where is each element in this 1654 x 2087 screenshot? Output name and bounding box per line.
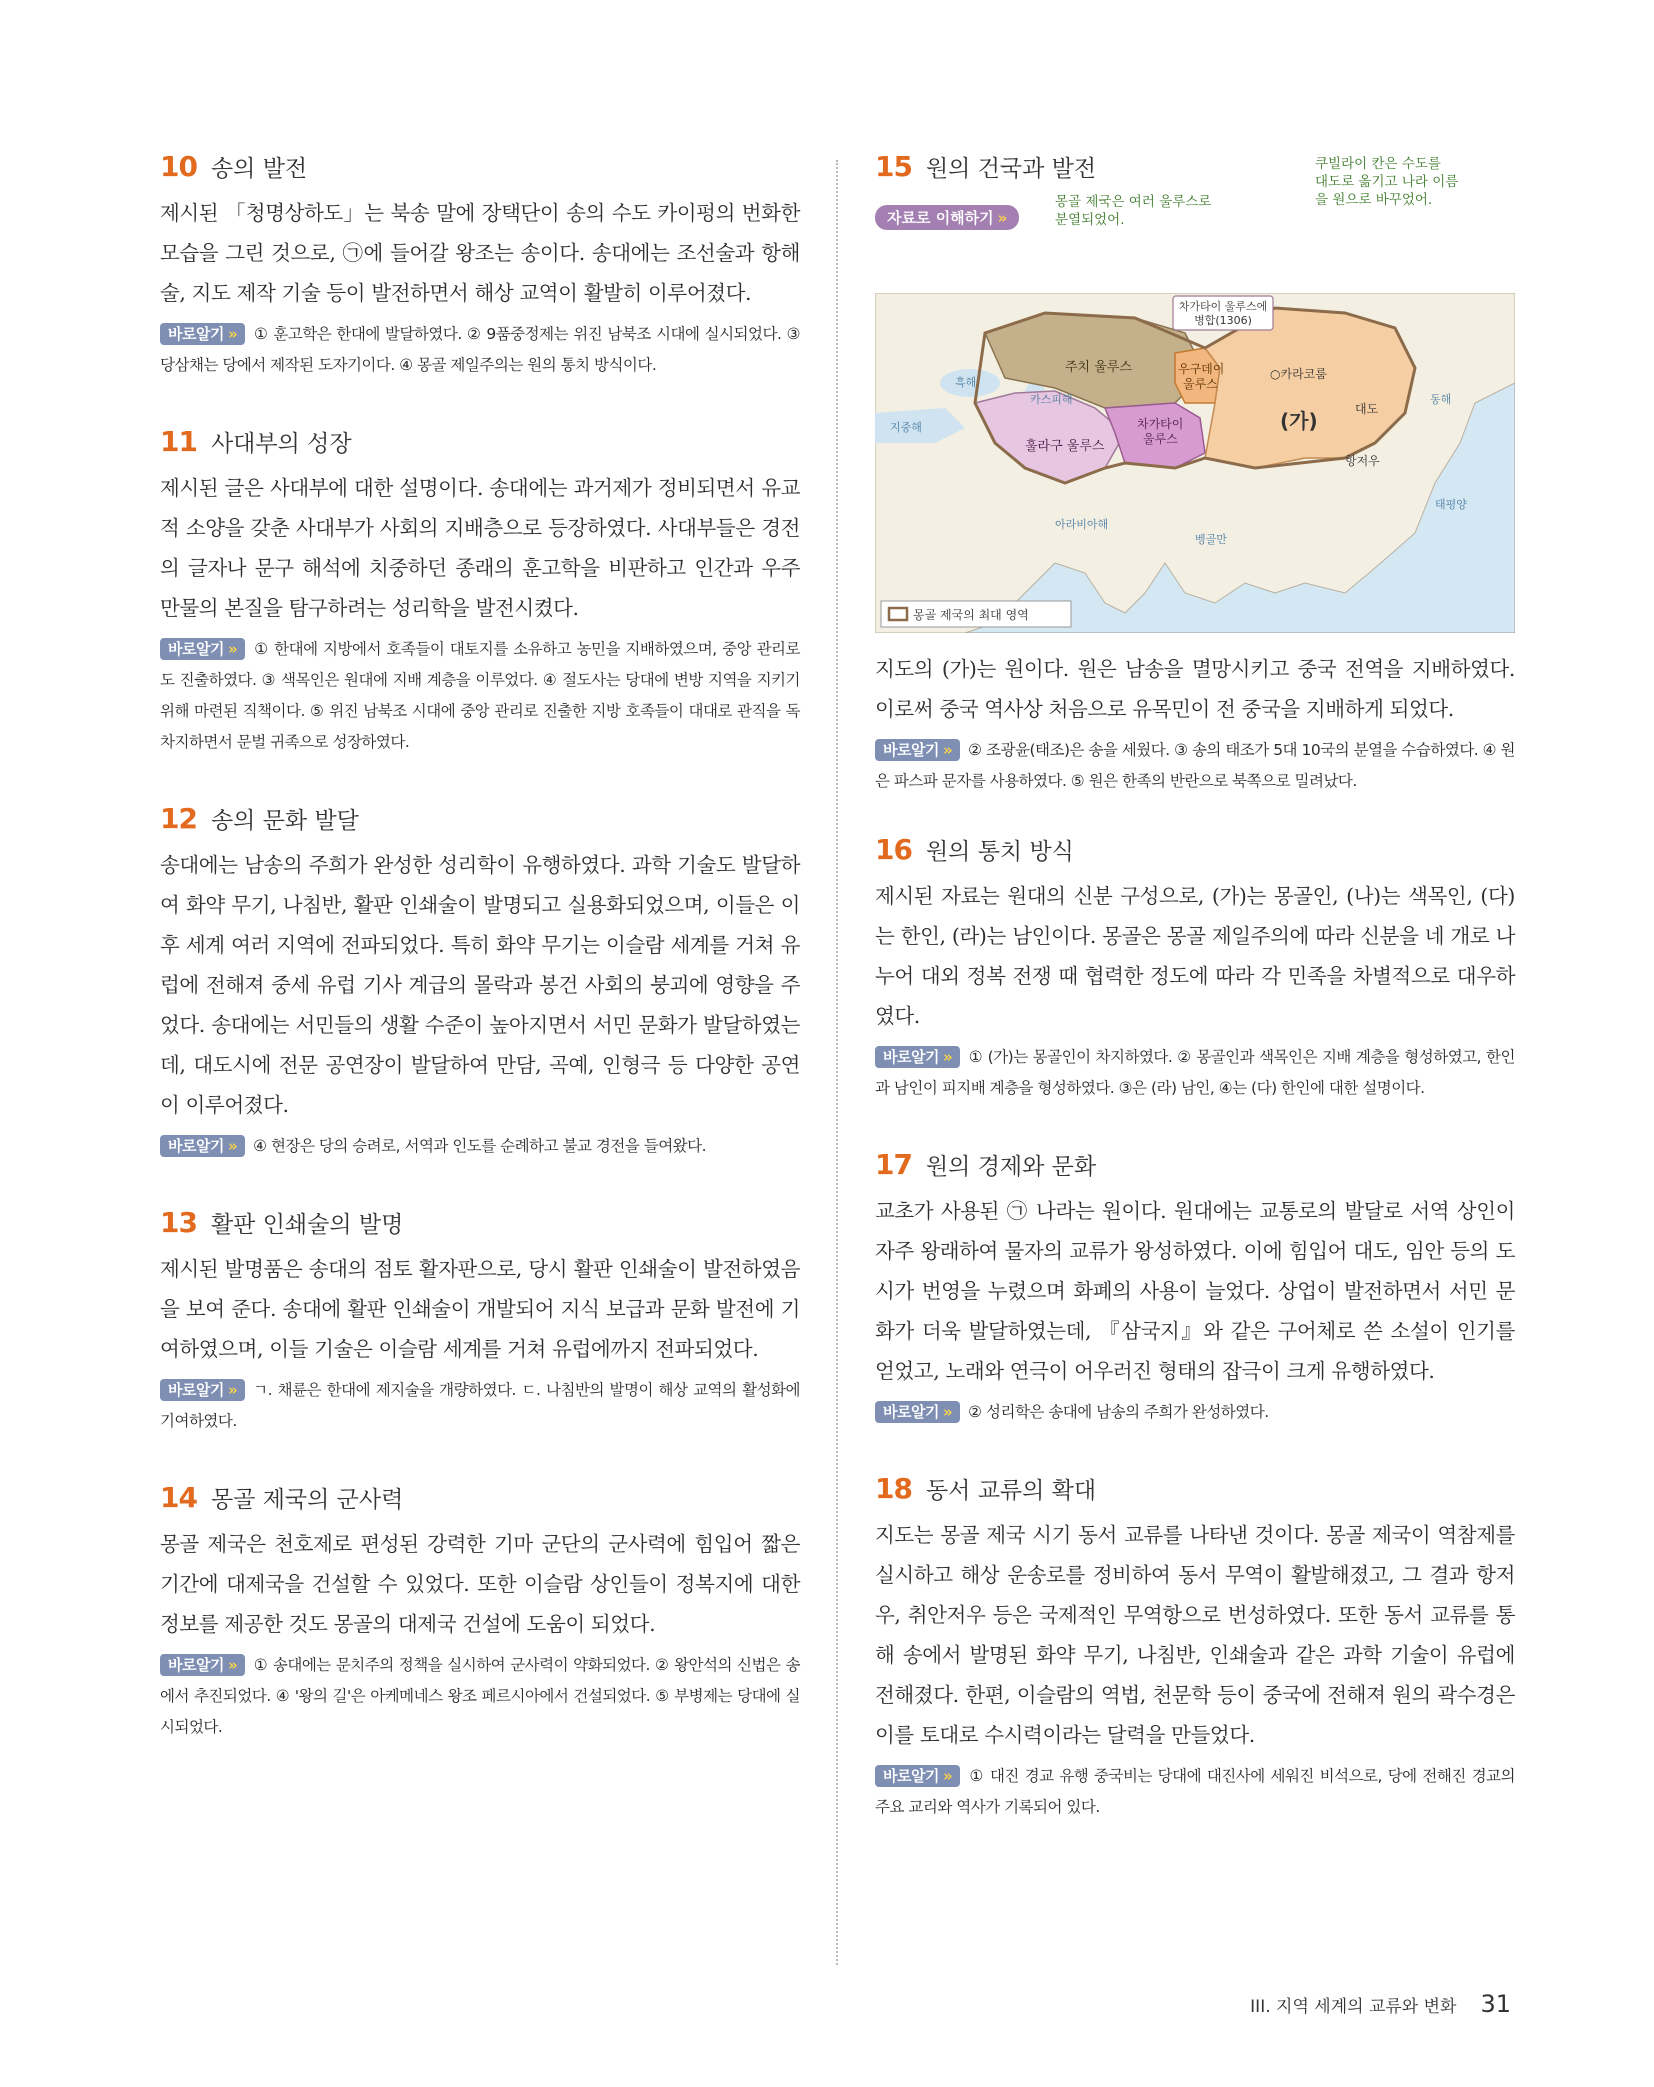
correction-badge: 바로알기 » [875, 1046, 960, 1068]
annex-label-2: 병합(1306) [1194, 314, 1252, 327]
correction-note: 바로알기 » ① 대진 경교 유행 중국비는 당대에 대진사에 세워진 비석으로, 당에 전해진 경교의 주요 교리와 역사가 기록되어 있다. [875, 1767, 1515, 1816]
label-karakorum: ○카라코룸 [1270, 367, 1327, 381]
double-chevron-icon: » [942, 1048, 953, 1066]
correction-note: 바로알기 » ① 한대에 지방에서 호족들이 대토지를 소유하고 농민을 지배하였으며, 중앙 관리로도 진출하였다. ③ 색목인은 원대에 지배 계층을 이루었다. ④ 절도사는 당대에 변방 지역을 지키기 위해 마련된 직책이다. ⑤ 위진 남북조 시대에 중앙 관리로 진출한 지방 호족들이 대대로 관직을 독차지하면서 문벌 귀족으로 성장하였다. [160, 640, 800, 751]
section-number: 18 [875, 1472, 912, 1505]
correction-note: 바로알기 » ㄱ. 채륜은 한대에 제지술을 개량하였다. ㄷ. 나침반의 발명이 해상 교역의 활성화에 기여하였다. [160, 1381, 800, 1430]
label-ogedei-1: 우구데이 [1178, 362, 1225, 376]
label-arabian-sea: 아라비아해 [1055, 518, 1109, 531]
section-body: 제시된 자료는 원대의 신분 구성으로, (가)는 몽골인, (나)는 색목인, (다)는 한인, (라)는 남인이다. 몽골은 몽골 제일주의에 따라 신분을 네 개로 나누어 대외 정복 전쟁 때 협력한 정도에 따라 각 민족을 차별적으로 대우하였다. [875, 884, 1515, 1028]
section-number: 13 [160, 1206, 197, 1239]
section-number: 15 [875, 150, 912, 183]
section-body: 지도는 몽골 제국 시기 동서 교류를 나타낸 것이다. 몽골 제국이 역참제를 실시하고 해상 운송로를 정비하여 동서 무역이 활발해졌고, 그 결과 항저우, 취안저우 등은 국제적인 무역항으로 번성하였다. 또한 동서 교류를 통해 송에서 발명된 화약 무기, 나침반, 인쇄술과 같은 과학 기술이 유럽에 전해졌다. 한편, 이슬람의 역법, 천문학 등이 중국에 전해져 원의 곽수경은 이를 토대로 수시력이라는 달력을 만들었다. [875, 1523, 1515, 1747]
section-number: 14 [160, 1481, 197, 1514]
section-number: 10 [160, 150, 197, 183]
label-east-sea: 동해 [1430, 393, 1452, 406]
correction-badge: 바로알기 » [160, 1654, 245, 1676]
page-footer [1250, 1990, 1511, 2018]
section-14 [160, 1481, 800, 1743]
double-chevron-icon: » [227, 640, 238, 658]
correction-note: 바로알기 » ① 송대에는 문치주의 정책을 실시하여 군사력이 약화되었다. ② 왕안석의 신법은 송에서 추진되었다. ④ '왕의 길'은 아케메네스 왕조 페르시아에서 건설되었다. ⑤ 부병제는 당대에 실시되었다. [160, 1656, 800, 1736]
double-chevron-icon: » [997, 209, 1008, 227]
correction-note: 바로알기 » ① (가)는 몽골인이 차지하였다. ② 몽골인과 색목인은 지배 계층을 형성하였고, 한인과 남인이 피지배 계층을 형성하였다. ③은 (라) 남인, ④는 (다) 한인에 대한 설명이다. [875, 1048, 1515, 1097]
section-title: 몽골 제국의 군사력 [210, 1487, 404, 1513]
correction-note: 바로알기 » ④ 현장은 당의 승려로, 서역과 인도를 순례하고 불교 경전을 들여왔다. [160, 1131, 800, 1162]
section-18 [875, 1472, 1515, 1823]
label-dadu: 대도 [1355, 402, 1379, 416]
section-title: 원의 통치 방식 [925, 839, 1074, 865]
label-hulagu: 훌라구 울루스 [1025, 439, 1105, 454]
double-chevron-icon: » [942, 741, 953, 759]
correction-note: 바로알기 » ② 성리학은 송대에 남송의 주희가 완성하였다. [875, 1397, 1515, 1428]
section-title: 송의 발전 [210, 156, 308, 182]
section-body: 몽골 제국은 천호제로 편성된 강력한 기마 군단의 군사력에 힘입어 짧은 기간에 대제국을 건설할 수 있었다. 또한 이슬람 상인들이 정복지에 대한 정보를 제공한 것도 몽골의 대제국 건설에 도움이 되었다. [160, 1532, 800, 1636]
label-ogedei-2: 울루스 [1183, 377, 1218, 391]
section-11 [160, 425, 800, 758]
section-body: 지도의 (가)는 원이다. 원은 남송을 멸망시키고 중국 전역을 지배하였다. 이로써 중국 역사상 처음으로 유목민이 전 중국을 지배하게 되었다. [875, 657, 1515, 721]
page-number: 31 [1480, 1990, 1511, 2018]
section-number: 11 [160, 425, 197, 458]
label-hangzhou: 항저우 [1345, 454, 1380, 468]
label-mediterranean: 지중해 [890, 421, 922, 434]
section-17 [875, 1148, 1515, 1428]
label-pacific: 태평양 [1435, 498, 1467, 511]
section-16 [875, 833, 1515, 1104]
correction-badge: 바로알기 » [875, 1765, 960, 1787]
section-number: 12 [160, 802, 197, 835]
label-caspian: 카스피해 [1030, 393, 1073, 406]
section-body: 교초가 사용된 ㉠ 나라는 원이다. 원대에는 교통로의 발달로 서역 상인이 자주 왕래하여 물자의 교류가 왕성하였다. 이에 힘입어 대도, 임안 등의 도시가 번영을 누렸으며 화폐의 사용이 늘었다. 상업이 발전하면서 서민 문화가 더욱 발달하였는데, 『삼국지』와 같은 구어체로 쓴 소설이 인기를 얻었고, 노래와 연극이 어우러진 형태의 잡극이 크게 유행하였다. [875, 1199, 1515, 1383]
annex-label-1: 차가타이 울루스에 [1178, 300, 1268, 313]
section-title: 송의 문화 발달 [210, 808, 359, 834]
label-chagatai-1: 차가타이 [1137, 417, 1184, 431]
callout-left: 몽골 제국은 여러 울루스로 분열되었어. [1055, 194, 1212, 228]
data-understanding-pill: 자료로 이해하기 » [875, 205, 1019, 230]
legend-label: 몽골 제국의 최대 영역 [913, 608, 1029, 622]
chapter-title: III. 지역 세계의 교류와 변화 [1250, 1997, 1457, 2017]
correction-badge: 바로알기 » [160, 1135, 245, 1157]
section-13 [160, 1206, 800, 1437]
section-title: 활판 인쇄술의 발명 [210, 1212, 404, 1238]
double-chevron-icon: » [227, 1137, 238, 1155]
double-chevron-icon: » [942, 1403, 953, 1421]
double-chevron-icon: » [227, 1381, 238, 1399]
correction-badge: 바로알기 » [875, 1401, 960, 1423]
correction-note: 바로알기 » ② 조광윤(태조)은 송을 세웠다. ③ 송의 태조가 5대 10국의 분열을 수습하였다. ④ 원은 파스파 문자를 사용하였다. ⑤ 원은 한족의 반란으로 북쪽으로 밀려났다. [875, 741, 1515, 790]
correction-badge: 바로알기 » [160, 323, 245, 345]
section-title: 원의 건국과 발전 [925, 156, 1097, 182]
section-body: 제시된 「청명상하도」는 북송 말에 장택단이 송의 수도 카이펑의 번화한 모습을 그린 것으로, ㉠에 들어갈 왕조는 송이다. 송대에는 조선술과 항해술, 지도 제작 기술 등이 발전하면서 해상 교역이 활발히 이루어졌다. [160, 201, 800, 305]
section-12 [160, 802, 800, 1162]
correction-note: 바로알기 » ① 훈고학은 한대에 발달하였다. ② 9품중정제는 위진 남북조 시대에 실시되었다. ③ 당삼채는 당에서 제작된 도자기이다. ④ 몽골 제일주의는 원의 통치 방식이다. [160, 325, 800, 374]
label-bay-of-bengal: 벵골만 [1195, 533, 1227, 546]
label-ga: (가) [1280, 409, 1318, 433]
double-chevron-icon: » [227, 325, 238, 343]
section-15 [875, 150, 1515, 797]
right-column [875, 150, 1515, 1867]
section-number: 16 [875, 833, 912, 866]
section-title: 원의 경제와 문화 [925, 1154, 1097, 1180]
left-column [160, 150, 800, 1787]
column-divider [836, 160, 838, 1965]
section-number: 17 [875, 1148, 912, 1181]
section-title: 동서 교류의 확대 [925, 1478, 1097, 1504]
label-chagatai-2: 울루스 [1143, 432, 1178, 446]
label-juchi: 주치 울루스 [1065, 360, 1132, 375]
double-chevron-icon: » [227, 1656, 238, 1674]
section-body: 송대에는 남송의 주희가 완성한 성리학이 유행하였다. 과학 기술도 발달하여 화약 무기, 나침반, 활판 인쇄술이 발명되고 실용화되었으며, 이들은 이후 세계 여러 지역에 전파되었다. 특히 화약 무기는 이슬람 세계를 거쳐 유럽에 전해져 중세 유럽 기사 계급의 몰락과 봉건 사회의 붕괴에 영향을 주었다. 송대에는 서민들의 생활 수준이 높아지면서 서민 문화가 발달하였는데, 대도시에 전문 공연장이 발달하여 만담, 곡예, 인형극 등 다양한 공연이 이루어졌다. [160, 853, 800, 1117]
label-black-sea: 흑해 [955, 376, 977, 389]
section-body: 제시된 발명품은 송대의 점토 활자판으로, 당시 활판 인쇄술이 발전하였음을 보여 준다. 송대에 활판 인쇄술이 개발되어 지식 보급과 문화 발전에 기여하였으며, 이들 기술은 이슬람 세계를 거쳐 유럽에까지 전파되었다. [160, 1257, 800, 1361]
double-chevron-icon: » [942, 1767, 953, 1785]
section-title: 사대부의 성장 [210, 431, 352, 457]
mongol-empire-map [875, 293, 1515, 633]
section-10 [160, 150, 800, 381]
correction-badge: 바로알기 » [160, 1379, 245, 1401]
callout-right: 쿠빌라이 칸은 수도를 대도로 옮기고 나라 이름 을 원으로 바꾸었어. [1315, 156, 1459, 208]
correction-badge: 바로알기 » [160, 638, 245, 660]
correction-badge: 바로알기 » [875, 739, 960, 761]
section-body: 제시된 글은 사대부에 대한 설명이다. 송대에는 과거제가 정비되면서 유교적 소양을 갖춘 사대부가 사회의 지배층으로 등장하였다. 사대부들은 경전의 글자나 문구 해석에 치중하던 종래의 훈고학을 비판하고 인간과 우주 만물의 본질을 탐구하려는 성리학을 발전시켰다. [160, 476, 800, 620]
